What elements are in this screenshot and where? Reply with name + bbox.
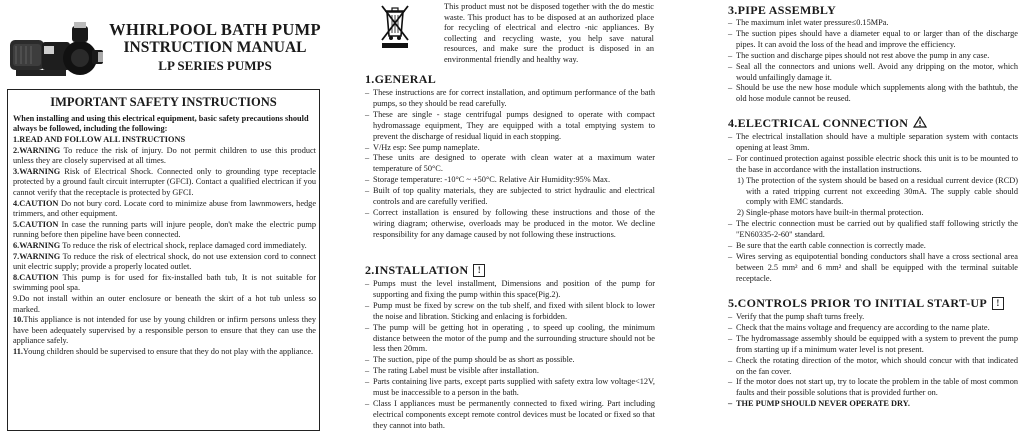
item-text: Young children should be supervised to ensure that they do not play with the appliance. bbox=[22, 346, 314, 356]
item-text: To reduce the risk of electrical shock, replace damaged cord immediately. bbox=[60, 240, 307, 250]
list-item: – Pump must be fixed by screw on the tub shelf, and fixed with silent block to lower the noise and libration. Sticking and enlacing is forbidden. bbox=[365, 301, 655, 323]
list-item: – Wires serving as equipotential bonding conductors shall have a cross sectional area between 2.5 mm² and 6 mm² and shall be equipped with the terminal suitable receptacle. bbox=[728, 252, 1018, 285]
safety-item bbox=[13, 146, 316, 167]
list-item: – The hydromassage assembly should be equipped with a system to prevent the pump from starting up if a minimum water level is not present. bbox=[728, 334, 1018, 356]
list-item: – Check that the mains voltage and frequency are according to the name plate. bbox=[728, 323, 1018, 334]
list-item: – Storage temperature: -10°C ~ +50°C. Relative Air Humidity:95% Max. bbox=[365, 175, 655, 186]
item-text: This pump is for used for fix-installed bath tub, It is not suitable for swimming pool spa. bbox=[13, 272, 316, 293]
safety-item bbox=[13, 241, 316, 252]
list-item: – Class I appliances must be permanently connected to fixed wiring. Part including electrical components except remote control devices must be located or fixed so that they cannot into bath. bbox=[365, 399, 655, 432]
safety-item bbox=[13, 252, 316, 273]
list-item: – V/Hz esp: See pump nameplate. bbox=[365, 143, 655, 154]
pump-image bbox=[8, 22, 103, 84]
item-heading: CAUTION bbox=[19, 198, 59, 208]
list-item: – For continued protection against possible electric shock this unit is to be mounted to the base in accordance with the installation instructions. bbox=[728, 154, 1018, 176]
caution-icon: ! bbox=[992, 297, 1004, 310]
item-text: This appliance is not intended for use by young children or infirm persons unless they have been adequately supervised by a responsible person to ensure that they can use the appliance safely. bbox=[13, 315, 316, 346]
disposal-notice: This product must not be disposed together with the do mestic waste. This product has to be disposed at an authorized place for recycling of electrical and electro -nic appliances. By collecting and recycling waste, you help save natural resources, and make sure the product is disposed in an environmental friendly and healthy way. bbox=[444, 2, 654, 64]
list-item: – Parts containing live parts, except parts supplied with safety extra low voltage<12V, must be inaccessible to a person in the bath. bbox=[365, 377, 655, 399]
item-number: 5. bbox=[13, 219, 20, 229]
item-number: 6. bbox=[13, 240, 20, 250]
controls-heading: 5.CONTROLS PRIOR TO INITIAL START-UP bbox=[728, 296, 987, 310]
safety-item bbox=[13, 273, 316, 294]
manual-title: WHIRLPOOL BATH PUMP bbox=[109, 20, 321, 39]
item-number: 1. bbox=[13, 135, 20, 144]
list-item: – The electric connection must be carried out by qualified staff following strictly the "EN60335-2-60" standard. bbox=[728, 219, 1018, 241]
sub-item: 1) The protection of the system should be based on a residual current device (RCD) with a rated tripping current not exceeding 30mA. The supply cable should comply with EMC standards. bbox=[737, 175, 1018, 207]
list-item: – The suction, pipe of the pump should be as short as possible. bbox=[365, 355, 655, 366]
installation-heading-row bbox=[365, 263, 485, 278]
list-item: – Should be use the new hose module which supplements along with the bathtub, the old hose module cannot be reused. bbox=[728, 83, 1018, 105]
item-heading: WARNING bbox=[19, 145, 61, 155]
pipe-heading: 3.PIPE ASSEMBLY bbox=[728, 3, 837, 17]
safety-item bbox=[13, 167, 316, 199]
list-item: – These are single - stage centrifugal pumps designed to operate with compact hydromassage equipment, They are equipped with a total emptying system to prevent the discharge of residual liquid in each stopping. bbox=[365, 110, 655, 143]
item-number: 9. bbox=[13, 293, 20, 303]
item-text: To reduce the risk of injury. Do not permit children to use this product unless they are closely supervised at all times. bbox=[13, 145, 316, 166]
item-text: To reduce the risk of electrical shock, do not use extension cord to connect unit electric supply; provide a properly located outlet. bbox=[13, 251, 316, 272]
general-list bbox=[365, 88, 655, 241]
list-item: – The pump will be getting hot in operating , to speed up cooling, the minimum distance between the motor of the pump and the surrounding structure should not be less then 20mm. bbox=[365, 323, 655, 356]
item-number: 4. bbox=[13, 198, 20, 208]
safety-item bbox=[13, 315, 316, 347]
installation-heading: 2.INSTALLATION bbox=[365, 263, 469, 277]
controls-list bbox=[728, 312, 1018, 410]
electrical-heading: 4.ELECTRICAL CONNECTION bbox=[728, 116, 909, 130]
item-number: 3. bbox=[13, 166, 20, 176]
safety-intro: When installing and using this electrical equipment, basic safety precautions should always be followed, including the following: bbox=[13, 114, 309, 133]
electrical-list bbox=[728, 132, 1018, 285]
safety-item bbox=[13, 220, 316, 241]
safety-item bbox=[13, 347, 316, 358]
item-heading: WARNING bbox=[19, 166, 61, 176]
list-item: – These units are designed to operate with clean water at a maximum water temperature of 50°C. bbox=[365, 153, 655, 175]
list-item: – The rating Label must be visible after installation. bbox=[365, 366, 655, 377]
safety-item bbox=[13, 294, 316, 315]
installation-list bbox=[365, 279, 655, 432]
safety-instructions-box bbox=[7, 89, 320, 431]
crossed-bin-icon bbox=[378, 4, 412, 49]
item-number: 10. bbox=[13, 315, 24, 325]
list-item: – These instructions are for correct installation, and optimum performance of the bath pumps, so they should be read carefully. bbox=[365, 88, 655, 110]
warning-triangle-icon bbox=[913, 116, 927, 128]
general-heading: 1.GENERAL bbox=[365, 72, 437, 86]
list-item: – The suction pipes should have a diameter equal to or larger than of the discharge pipes. It can avoid the loss of the head and improve the efficiency. bbox=[728, 29, 1018, 51]
column-1 bbox=[0, 0, 330, 435]
item-number: 8. bbox=[13, 272, 20, 282]
safety-list bbox=[13, 135, 316, 357]
list-item: – The maximum inlet water pressure≤0.15MPa. bbox=[728, 18, 1018, 29]
controls-heading-row bbox=[728, 296, 1004, 311]
list-item: – Be sure that the earth cable connection is correctly made. bbox=[728, 241, 1018, 252]
list-item: – Pumps must the level installment, Dimensions and position of the pump for supporting and fixing the pump within this space(Pig.2). bbox=[365, 279, 655, 301]
list-item: – Verify that the pump shaft turns freely. bbox=[728, 312, 1018, 323]
item-number: 2. bbox=[13, 145, 20, 155]
item-heading: CAUTION bbox=[19, 272, 59, 282]
item-text: In case the running parts will injure people, don't make the electric pump running before then pipeline have been connected. bbox=[13, 219, 316, 240]
final-warning: – THE PUMP SHOULD NEVER OPERATE DRY. bbox=[728, 399, 1018, 410]
item-heading: READ AND FOLLOW ALL INSTRUCTIONS bbox=[19, 135, 186, 144]
sub-item: 2) Single-phase motors have built-in thermal protection. bbox=[737, 208, 924, 218]
list-item: – If the motor does not start up, try to locate the problem in the table of most common faults and their possible solutions that is provided further on. bbox=[728, 377, 1018, 399]
list-item: – Built of top quality materials, they are subjected to strict hydraulic and electrical controls and are carefully verified. bbox=[365, 186, 655, 208]
list-item: – Seal all the connectors and unions well. Avoid any dripping on the motor, which would unfailingly damage it. bbox=[728, 62, 1018, 84]
item-text: Do not install within an outer enclosure or beneath the skirt of a hot tub unless so marked. bbox=[13, 293, 316, 314]
item-number: 7. bbox=[13, 251, 20, 261]
electrical-heading-row bbox=[728, 116, 927, 131]
series-name: LP SERIES PUMPS bbox=[158, 58, 272, 73]
list-item: – Correct installation is ensured by following these instructions and those of the wiring diagram; otherwise, overloads may be produced in the motor. We decline responsibility for any damage caused by not following these instructions. bbox=[365, 208, 655, 241]
manual-subtitle: INSTRUCTION MANUAL bbox=[123, 39, 307, 56]
item-heading: WARNING bbox=[19, 251, 61, 261]
item-text: Do not bury cord. Locate cord to minimize abuse from lawnmowers, hedge trimmers, and other equipment. bbox=[13, 198, 316, 219]
item-heading: CAUTION bbox=[19, 219, 59, 229]
pipe-list bbox=[728, 18, 1018, 105]
item-number: 11. bbox=[13, 346, 23, 356]
list-item: – The electrical installation should have a multiple separation system with contacts opening at least 3mm. bbox=[728, 132, 1018, 154]
safety-item bbox=[13, 135, 316, 146]
caution-icon: ! bbox=[473, 264, 485, 277]
item-text: Risk of Electrical Shock. Connected only to grounding type receptacle protected by a ground fault circuit interrupter (GFCI). Contact a qualified electrican if you cannot verify that the receptacle is protected by GFCI. bbox=[13, 166, 316, 197]
item-heading: WARNING bbox=[19, 240, 61, 250]
safety-item bbox=[13, 199, 316, 220]
list-item: – The suction and discharge pipes should not rest above the pump in any case. bbox=[728, 51, 1018, 62]
safety-title: IMPORTANT SAFETY INSTRUCTIONS bbox=[50, 95, 277, 109]
list-item: – Check the rotating direction of the motor, which should concur with that indicated on the fan cover. bbox=[728, 356, 1018, 378]
